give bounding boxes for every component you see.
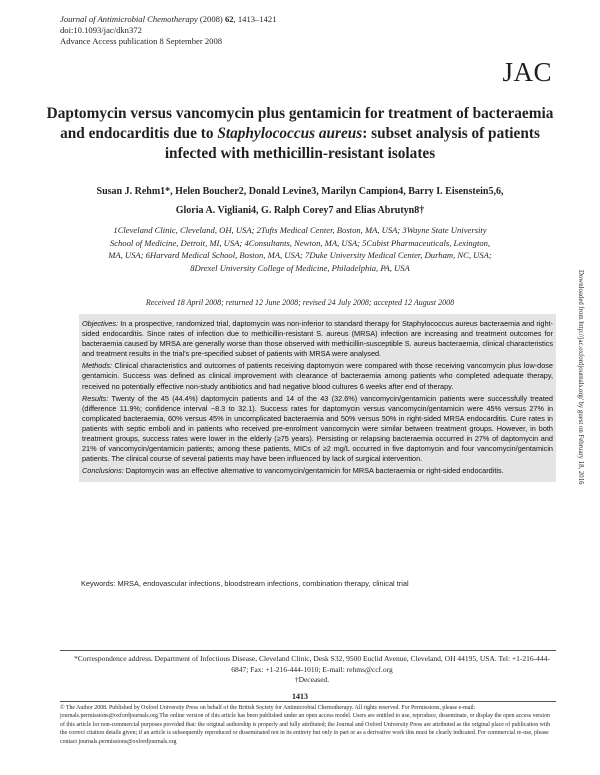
title-italic: Staphylococcus aureus <box>217 125 363 142</box>
abstract-results <box>82 394 553 465</box>
footnote-divider <box>60 650 556 651</box>
title-part-1: Daptomycin versus vancomycin plus gentamicin for treatment of bacteraemia and endocarditis due to <box>46 105 554 142</box>
correspondence-note <box>68 654 556 686</box>
journal-year: (2008) <box>197 14 225 24</box>
results-text: Twenty of the 45 (44.4%) daptomycin patients and 14 of the 43 (32.6%) vancomycin/gentamicin patients were successfully treated (difference 11.9%; confidence interval −8.3 to 32.1). Success rates for daptomycin versus vancomycin/gentamicin were 45% versus 27% in complicated bacteraemia, 60% versus 45% in uncomplicated bacteraemia and 50% versus 50% in right-sided MRSA endocarditis. Cure rates in patients with septic emboli and in patients who received pre-enrolment vancomycin were similar between treatment groups. However, in both treatment groups, success rates were lower in the elderly (≥75 years). Persisting or relapsing bacteraemia occurred in 27% of daptomycin and 21% of vancomycin/gentamicin patients; among these patients, MICs of ≥2 mg/L occurred in five daptomycin and four vancomycin/gentamicin patients. The clinical course of several patients may have been influenced by lack of surgical intervention. <box>82 393 553 464</box>
article-title <box>40 104 560 164</box>
abstract-box <box>79 314 556 482</box>
received-dates: Received 18 April 2008; returned 12 June 2008; revised 24 July 2008; accepted 12 August 2008 <box>145 298 455 307</box>
deceased-note: †Deceased. <box>294 675 330 684</box>
doi: doi:10.1093/jac/dkn372 <box>60 25 142 36</box>
abstract-conclusions <box>82 466 553 476</box>
advance-access: Advance Access publication 8 September 2008 <box>60 36 223 47</box>
correspondence-address: *Correspondence address. Department of Infectious Disease, Cleveland Clinic, Desk S32, 9500 Euclid Avenue, Cleveland, OH 44195, USA. Tel: +1-216-444-6847; Fax: +1-216-444-1010; E-mail: rehms@ccf.org <box>74 654 550 674</box>
journal-citation <box>60 14 277 25</box>
abstract-methods <box>82 361 553 391</box>
authors-line-2: Gloria A. Vigliani4, G. Ralph Corey7 and Elias Abrutyn8† <box>175 205 425 216</box>
objectives-heading: Objectives: <box>82 319 119 328</box>
methods-text: Clinical characteristics and outcomes of patients receiving daptomycin were compared with those receiving vancomycin plus low-dose gentamicin. Success was defined as clinical improvement with clearance of bacteraemia among patients who completed adequate therapy, received no potentially effective non-study antibiotics and had negative blood cultures 6 weeks after end of therapy. <box>82 361 553 391</box>
abstract-objectives <box>82 319 553 359</box>
conclusions-text: Daptomycin was an effective alternative to vancomycin/gentamicin for MRSA bacteraemia or right-sided endocarditis. <box>123 466 504 476</box>
page-number: 1413 <box>292 692 308 701</box>
methods-heading: Methods: <box>82 361 113 371</box>
journal-name: Journal of Antimicrobial Chemotherapy <box>60 14 198 24</box>
journal-logo: JAC <box>502 57 552 87</box>
copyright-divider <box>60 701 556 702</box>
affiliation-line-3: MA, USA; 6Harvard Medical School, Boston, MA, USA; 7Duke University Medical Center, Durham, NC, USA; <box>108 250 492 261</box>
journal-header <box>60 14 277 48</box>
objectives-text: In a prospective, randomized trial, daptomycin was non-inferior to standard therapy for Staphylococcus aureus bacteraemia and right-sided endocarditis. Since rates of infection due to methicillin-resistant S. aureus (MRSA) infection are increasing and treatment outcomes for bacteraemia caused by MRSA are generally worse than those observed with methicillin-susceptible S. aureus bacteraemia, clinical characteristics and treatment results in the trial's pre-specified subset of patients with MRSA were analysed. <box>82 319 553 359</box>
journal-volume: 62 <box>224 14 234 24</box>
copyright-footer: © The Author 2008. Published by Oxford University Press on behalf of the British Society for Antimicrobial Chemotherapy. All rights reserved. For Permissions, please e-mail: journals.permissions@oxfordjournals.org The online version of this article has been published under an open access model. Users are entitled to use, reproduce, disseminate, or display the open access version of this article for non-commercial purposes provided that: the original authorship is properly and fully attributed; the Journal and Oxford University Press are attributed as the original place of publication with the correct citation details given; if an article is subsequently reproduced or disseminated not in its entirety but only in part or as a derivative work this must be clearly indicated. For commercial re-use, please contact journals.permissions@oxfordjournals.org <box>60 705 551 745</box>
journal-pages: , 1413–1421 <box>233 14 277 24</box>
affiliation-line-1: 1Cleveland Clinic, Cleveland, OH, USA; 2Tufts Medical Center, Boston, MA, USA; 3Wayne State University <box>113 225 487 235</box>
results-heading: Results: <box>82 393 109 403</box>
author-list <box>40 182 560 220</box>
conclusions-heading: Conclusions: <box>82 466 124 476</box>
affiliation-line-4: 8Drexel University College of Medicine, Philadelphia, PA, USA <box>190 262 410 273</box>
keywords: Keywords: MRSA, endovascular infections, bloodstream infections, combination therapy, clinical trial <box>81 579 409 588</box>
download-side-note: Downloaded from http://jac.oxfordjournals.org/ by guest on February 18, 2016 <box>577 270 584 485</box>
title-part-2: : subset analysis of patients infected with methicillin-resistant isolates <box>164 125 540 162</box>
affiliation-line-2: School of Medicine, Detroit, MI, USA; 4Consultants, Newton, MA, USA; 5Cubist Pharmaceuticals, Lexington, <box>109 237 491 248</box>
affiliations <box>40 224 560 274</box>
authors-line-1: Susan J. Rehm1*, Helen Boucher2, Donald Levine3, Marilyn Campion4, Barry I. Eisenstein5,6, <box>96 186 504 197</box>
